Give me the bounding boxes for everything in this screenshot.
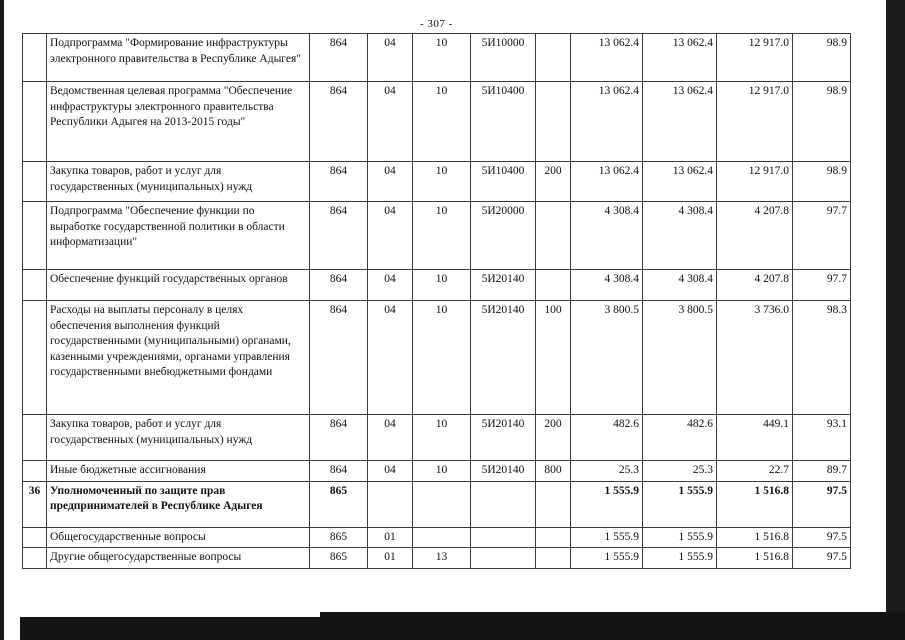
- refined-amount-cell: 4 308.4: [643, 270, 717, 301]
- subsection-cell: 10: [413, 270, 471, 301]
- table-row: [23, 202, 851, 270]
- approved-amount-cell: 4 308.4: [571, 270, 643, 301]
- table-row: [23, 301, 851, 415]
- target-article-cell: [471, 527, 536, 548]
- approved-amount-cell: 1 555.9: [571, 481, 643, 527]
- department-code-cell: 865: [310, 481, 368, 527]
- refined-amount-cell: 1 555.9: [643, 481, 717, 527]
- executed-amount-cell: 12 917.0: [717, 162, 793, 202]
- section-cell: 04: [368, 202, 413, 270]
- executed-amount-cell: 1 516.8: [717, 481, 793, 527]
- section-cell: 04: [368, 301, 413, 415]
- row-number-cell: [23, 301, 47, 415]
- subsection-cell: 10: [413, 415, 471, 461]
- expense-type-cell: 200: [536, 415, 571, 461]
- section-cell: 04: [368, 34, 413, 82]
- table-body: [23, 34, 851, 569]
- item-name-cell: Обеспечение функций государственных органов: [47, 270, 310, 301]
- execution-percent-cell: 98.9: [793, 162, 851, 202]
- item-name-cell: Уполномоченный по защите прав предпринимателей в Республике Адыгея: [47, 481, 310, 527]
- scan-edge-left: [0, 0, 4, 640]
- subsection-cell: 10: [413, 82, 471, 162]
- section-cell: 01: [368, 548, 413, 569]
- table-row: [23, 461, 851, 482]
- expense-type-cell: [536, 202, 571, 270]
- approved-amount-cell: 13 062.4: [571, 162, 643, 202]
- table-row: [23, 548, 851, 569]
- section-cell: [368, 481, 413, 527]
- expense-type-cell: [536, 481, 571, 527]
- department-code-cell: 864: [310, 202, 368, 270]
- refined-amount-cell: 4 308.4: [643, 202, 717, 270]
- department-code-cell: 864: [310, 301, 368, 415]
- table-row: [23, 270, 851, 301]
- subsection-cell: 10: [413, 301, 471, 415]
- item-name-cell: Ведомственная целевая программа "Обеспечение инфраструктуры электронного правительства Республики Адыгея на 2013-2015 годы": [47, 82, 310, 162]
- refined-amount-cell: 13 062.4: [643, 162, 717, 202]
- table-row: [23, 162, 851, 202]
- subsection-cell: 10: [413, 202, 471, 270]
- executed-amount-cell: 1 516.8: [717, 548, 793, 569]
- department-code-cell: 865: [310, 548, 368, 569]
- subsection-cell: 10: [413, 461, 471, 482]
- table-row: [23, 527, 851, 548]
- table-row: [23, 34, 851, 82]
- target-article-cell: [471, 481, 536, 527]
- execution-percent-cell: 97.7: [793, 270, 851, 301]
- department-code-cell: 865: [310, 527, 368, 548]
- subsection-cell: [413, 527, 471, 548]
- executed-amount-cell: 449.1: [717, 415, 793, 461]
- execution-percent-cell: 97.5: [793, 481, 851, 527]
- row-number-cell: [23, 548, 47, 569]
- target-article-cell: 5И10400: [471, 82, 536, 162]
- execution-percent-cell: 98.9: [793, 82, 851, 162]
- page-number: - 307 -: [420, 18, 453, 30]
- execution-percent-cell: 97.5: [793, 548, 851, 569]
- row-number-cell: [23, 461, 47, 482]
- expense-type-cell: [536, 548, 571, 569]
- section-cell: 04: [368, 82, 413, 162]
- approved-amount-cell: 13 062.4: [571, 82, 643, 162]
- refined-amount-cell: 3 800.5: [643, 301, 717, 415]
- refined-amount-cell: 25.3: [643, 461, 717, 482]
- target-article-cell: 5И20140: [471, 301, 536, 415]
- executed-amount-cell: 12 917.0: [717, 34, 793, 82]
- refined-amount-cell: 1 555.9: [643, 548, 717, 569]
- approved-amount-cell: 3 800.5: [571, 301, 643, 415]
- subsection-cell: 10: [413, 34, 471, 82]
- executed-amount-cell: 3 736.0: [717, 301, 793, 415]
- target-article-cell: 5И10400: [471, 162, 536, 202]
- execution-percent-cell: 97.5: [793, 527, 851, 548]
- row-number-cell: [23, 202, 47, 270]
- table-row: [23, 82, 851, 162]
- target-article-cell: 5И10000: [471, 34, 536, 82]
- department-code-cell: 864: [310, 415, 368, 461]
- target-article-cell: 5И20140: [471, 415, 536, 461]
- executed-amount-cell: 22.7: [717, 461, 793, 482]
- executed-amount-cell: 1 516.8: [717, 527, 793, 548]
- row-number-cell: [23, 82, 47, 162]
- budget-table: [22, 33, 851, 569]
- expense-type-cell: 100: [536, 301, 571, 415]
- approved-amount-cell: 482.6: [571, 415, 643, 461]
- approved-amount-cell: 4 308.4: [571, 202, 643, 270]
- target-article-cell: 5И20140: [471, 461, 536, 482]
- department-code-cell: 864: [310, 270, 368, 301]
- execution-percent-cell: 89.7: [793, 461, 851, 482]
- section-cell: 04: [368, 270, 413, 301]
- execution-percent-cell: 93.1: [793, 415, 851, 461]
- target-article-cell: 5И20140: [471, 270, 536, 301]
- expense-type-cell: [536, 34, 571, 82]
- expense-type-cell: [536, 82, 571, 162]
- row-number-cell: [23, 162, 47, 202]
- section-cell: 04: [368, 415, 413, 461]
- subsection-cell: 13: [413, 548, 471, 569]
- item-name-cell: Иные бюджетные ассигнования: [47, 461, 310, 482]
- table-row: [23, 481, 851, 527]
- subsection-cell: 10: [413, 162, 471, 202]
- executed-amount-cell: 4 207.8: [717, 270, 793, 301]
- executed-amount-cell: 12 917.0: [717, 82, 793, 162]
- target-article-cell: 5И20000: [471, 202, 536, 270]
- executed-amount-cell: 4 207.8: [717, 202, 793, 270]
- department-code-cell: 864: [310, 162, 368, 202]
- item-name-cell: Подпрограмма "Формирование инфраструктуры электронного правительства в Республике Адыгея": [47, 34, 310, 82]
- refined-amount-cell: 13 062.4: [643, 82, 717, 162]
- section-cell: 01: [368, 527, 413, 548]
- item-name-cell: Общегосударственные вопросы: [47, 527, 310, 548]
- department-code-cell: 864: [310, 82, 368, 162]
- department-code-cell: 864: [310, 461, 368, 482]
- expense-type-cell: 200: [536, 162, 571, 202]
- row-number-cell: 36: [23, 481, 47, 527]
- approved-amount-cell: 1 555.9: [571, 527, 643, 548]
- approved-amount-cell: 1 555.9: [571, 548, 643, 569]
- refined-amount-cell: 1 555.9: [643, 527, 717, 548]
- subsection-cell: [413, 481, 471, 527]
- section-cell: 04: [368, 162, 413, 202]
- table-row: [23, 415, 851, 461]
- execution-percent-cell: 98.3: [793, 301, 851, 415]
- item-name-cell: Закупка товаров, работ и услуг для государственных (муниципальных) нужд: [47, 415, 310, 461]
- expense-type-cell: 800: [536, 461, 571, 482]
- item-name-cell: Подпрограмма "Обеспечение функции по выработке государственной политики в области информатизации": [47, 202, 310, 270]
- refined-amount-cell: 482.6: [643, 415, 717, 461]
- expense-type-cell: [536, 527, 571, 548]
- expense-type-cell: [536, 270, 571, 301]
- approved-amount-cell: 25.3: [571, 461, 643, 482]
- execution-percent-cell: 98.9: [793, 34, 851, 82]
- target-article-cell: [471, 548, 536, 569]
- row-number-cell: [23, 527, 47, 548]
- refined-amount-cell: 13 062.4: [643, 34, 717, 82]
- department-code-cell: 864: [310, 34, 368, 82]
- execution-percent-cell: 97.7: [793, 202, 851, 270]
- section-cell: 04: [368, 461, 413, 482]
- approved-amount-cell: 13 062.4: [571, 34, 643, 82]
- item-name-cell: Другие общегосударственные вопросы: [47, 548, 310, 569]
- row-number-cell: [23, 415, 47, 461]
- row-number-cell: [23, 34, 47, 82]
- scan-shadow-right: [886, 0, 905, 612]
- item-name-cell: Закупка товаров, работ и услуг для государственных (муниципальных) нужд: [47, 162, 310, 202]
- row-number-cell: [23, 270, 47, 301]
- item-name-cell: Расходы на выплаты персоналу в целях обеспечения выполнения функций государственными (муниципальными) органами, казенными учреждениями, органами управления государственными внебюджетными фондами: [47, 301, 310, 415]
